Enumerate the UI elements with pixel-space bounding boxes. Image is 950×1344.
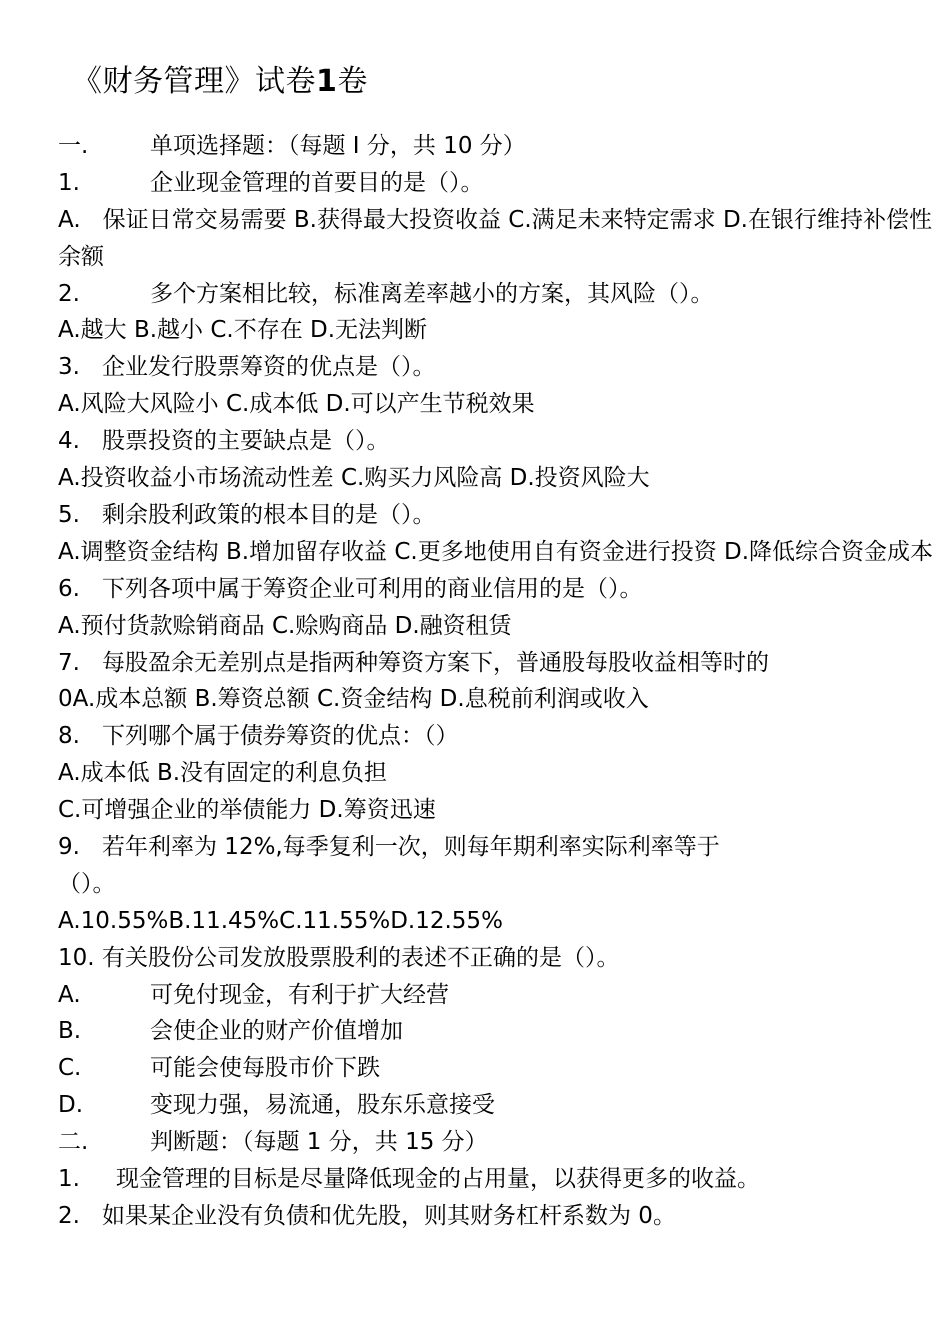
choice-letter: B.: [58, 1018, 82, 1045]
question-number: 7.: [58, 649, 80, 676]
question-text: 多个方案相比较，标准离差率越小的方案，其风险（）。: [150, 280, 714, 307]
question-text: 下列各项中属于筹资企业可利用的商业信用的是（）。: [102, 575, 643, 602]
question-options: A.10.55%B.11.45%C.11.55%D.12.55%: [58, 907, 503, 934]
question-number: 6.: [58, 575, 80, 602]
question-stem-continued: （）。: [58, 870, 116, 897]
section-number: 一.: [58, 133, 89, 159]
question-stem: [58, 718, 940, 755]
item-text: 如果某企业没有负债和优先股，则其财务杠杆系数为 0。: [102, 1202, 676, 1229]
question-stem: [58, 497, 940, 534]
question-text: 企业现金管理的首要目的是（）。: [150, 169, 484, 196]
item-number: 2.: [58, 1202, 80, 1229]
choice-text: 变现力强，易流通，股东乐意接受: [150, 1092, 495, 1119]
answer-choice: [58, 977, 940, 1014]
answer-choice: [58, 1087, 940, 1124]
question-number: 3.: [58, 354, 80, 381]
question-stem: [58, 423, 940, 460]
choice-text: 可能会使每股市价下跌: [150, 1055, 380, 1082]
exam-body: [58, 128, 940, 1235]
question-options: A.成本低 B.没有固定的利息负担: [58, 760, 388, 787]
section-heading: [58, 1124, 940, 1161]
question-options: 0A.成本总额 B.筹资总额 C.资金结构 D.息税前利润或收入: [58, 686, 649, 713]
section-title: 判断题：（每题 1 分，共 15 分）: [150, 1129, 488, 1156]
question-number: 10.: [58, 944, 95, 971]
question-stem: [58, 829, 940, 866]
question-number: 8.: [58, 723, 80, 750]
question-options: A.预付货款赊销商品 C.赊购商品 D.融资租赁: [58, 612, 512, 639]
question-stem: [58, 349, 940, 386]
question-text: 股票投资的主要缺点是（）。: [102, 428, 390, 455]
question-options: C.可增强企业的举债能力 D.筹资迅速: [58, 797, 436, 824]
true-false-item: [58, 1198, 940, 1235]
section-number: 二.: [58, 1129, 89, 1156]
question-text: 每股盈余无差别点是指两种筹资方案下，普通股每股收益相等时的: [102, 649, 769, 676]
question-stem: [58, 571, 940, 608]
question-number: 1.: [58, 169, 80, 196]
question-number: 4.: [58, 428, 80, 455]
question-number: 5.: [58, 501, 80, 528]
question-number: 9.: [58, 833, 80, 860]
item-text: 现金管理的目标是尽量降低现金的占用量，以获得更多的收益。: [116, 1165, 760, 1192]
question-number: 2.: [58, 280, 80, 307]
title-prefix: 《财务管理》试卷: [72, 64, 316, 99]
question-stem: [58, 165, 940, 202]
choice-text: 可免付现金，有利于扩大经营: [150, 981, 449, 1008]
section-title: 单项选择题：（每题 I 分，共 10 分）: [150, 133, 526, 159]
choice-text: 会使企业的财产价值增加: [150, 1018, 403, 1045]
question-options: A.投资收益小市场流动性差 C.购买力风险高 D.投资风险大: [58, 465, 650, 492]
choice-letter: C.: [58, 1055, 82, 1082]
title-suffix: 卷: [337, 64, 368, 99]
document-title: [72, 60, 368, 104]
choice-letter: A.: [58, 981, 81, 1008]
question-stem: [58, 940, 940, 977]
question-text: 若年利率为 12%,每季复利一次，则每年期利率实际利率等于: [102, 833, 720, 860]
section-heading: [58, 128, 940, 165]
question-options: A. 保证日常交易需要 B.获得最大投资收益 C.满足未来特定需求 D.在银行维持补偿性余额: [58, 206, 932, 270]
answer-choice: [58, 1013, 940, 1050]
answer-choice: [58, 1050, 940, 1087]
question-text: 下列哪个属于债券筹资的优点：（）: [102, 723, 459, 750]
question-text: 有关股份公司发放股票股利的表述不正确的是（）。: [102, 944, 620, 971]
question-text: 剩余股利政策的根本目的是（）。: [102, 501, 436, 528]
question-stem: [58, 276, 940, 313]
true-false-item: [58, 1161, 940, 1198]
question-options: A.越大 B.越小 C.不存在 D.无法判断: [58, 317, 428, 344]
title-number: 1: [316, 64, 338, 99]
question-options: A.调整资金结构 B.增加留存收益 C.更多地使用自有资金进行投资 D.降低综合资金成本: [58, 538, 934, 565]
question-text: 企业发行股票筹资的优点是（）。: [102, 354, 436, 381]
question-stem: [58, 645, 940, 682]
item-number: 1.: [58, 1165, 80, 1192]
question-options: A.风险大风险小 C.成本低 D.可以产生节税效果: [58, 391, 535, 418]
choice-letter: D.: [58, 1092, 84, 1119]
